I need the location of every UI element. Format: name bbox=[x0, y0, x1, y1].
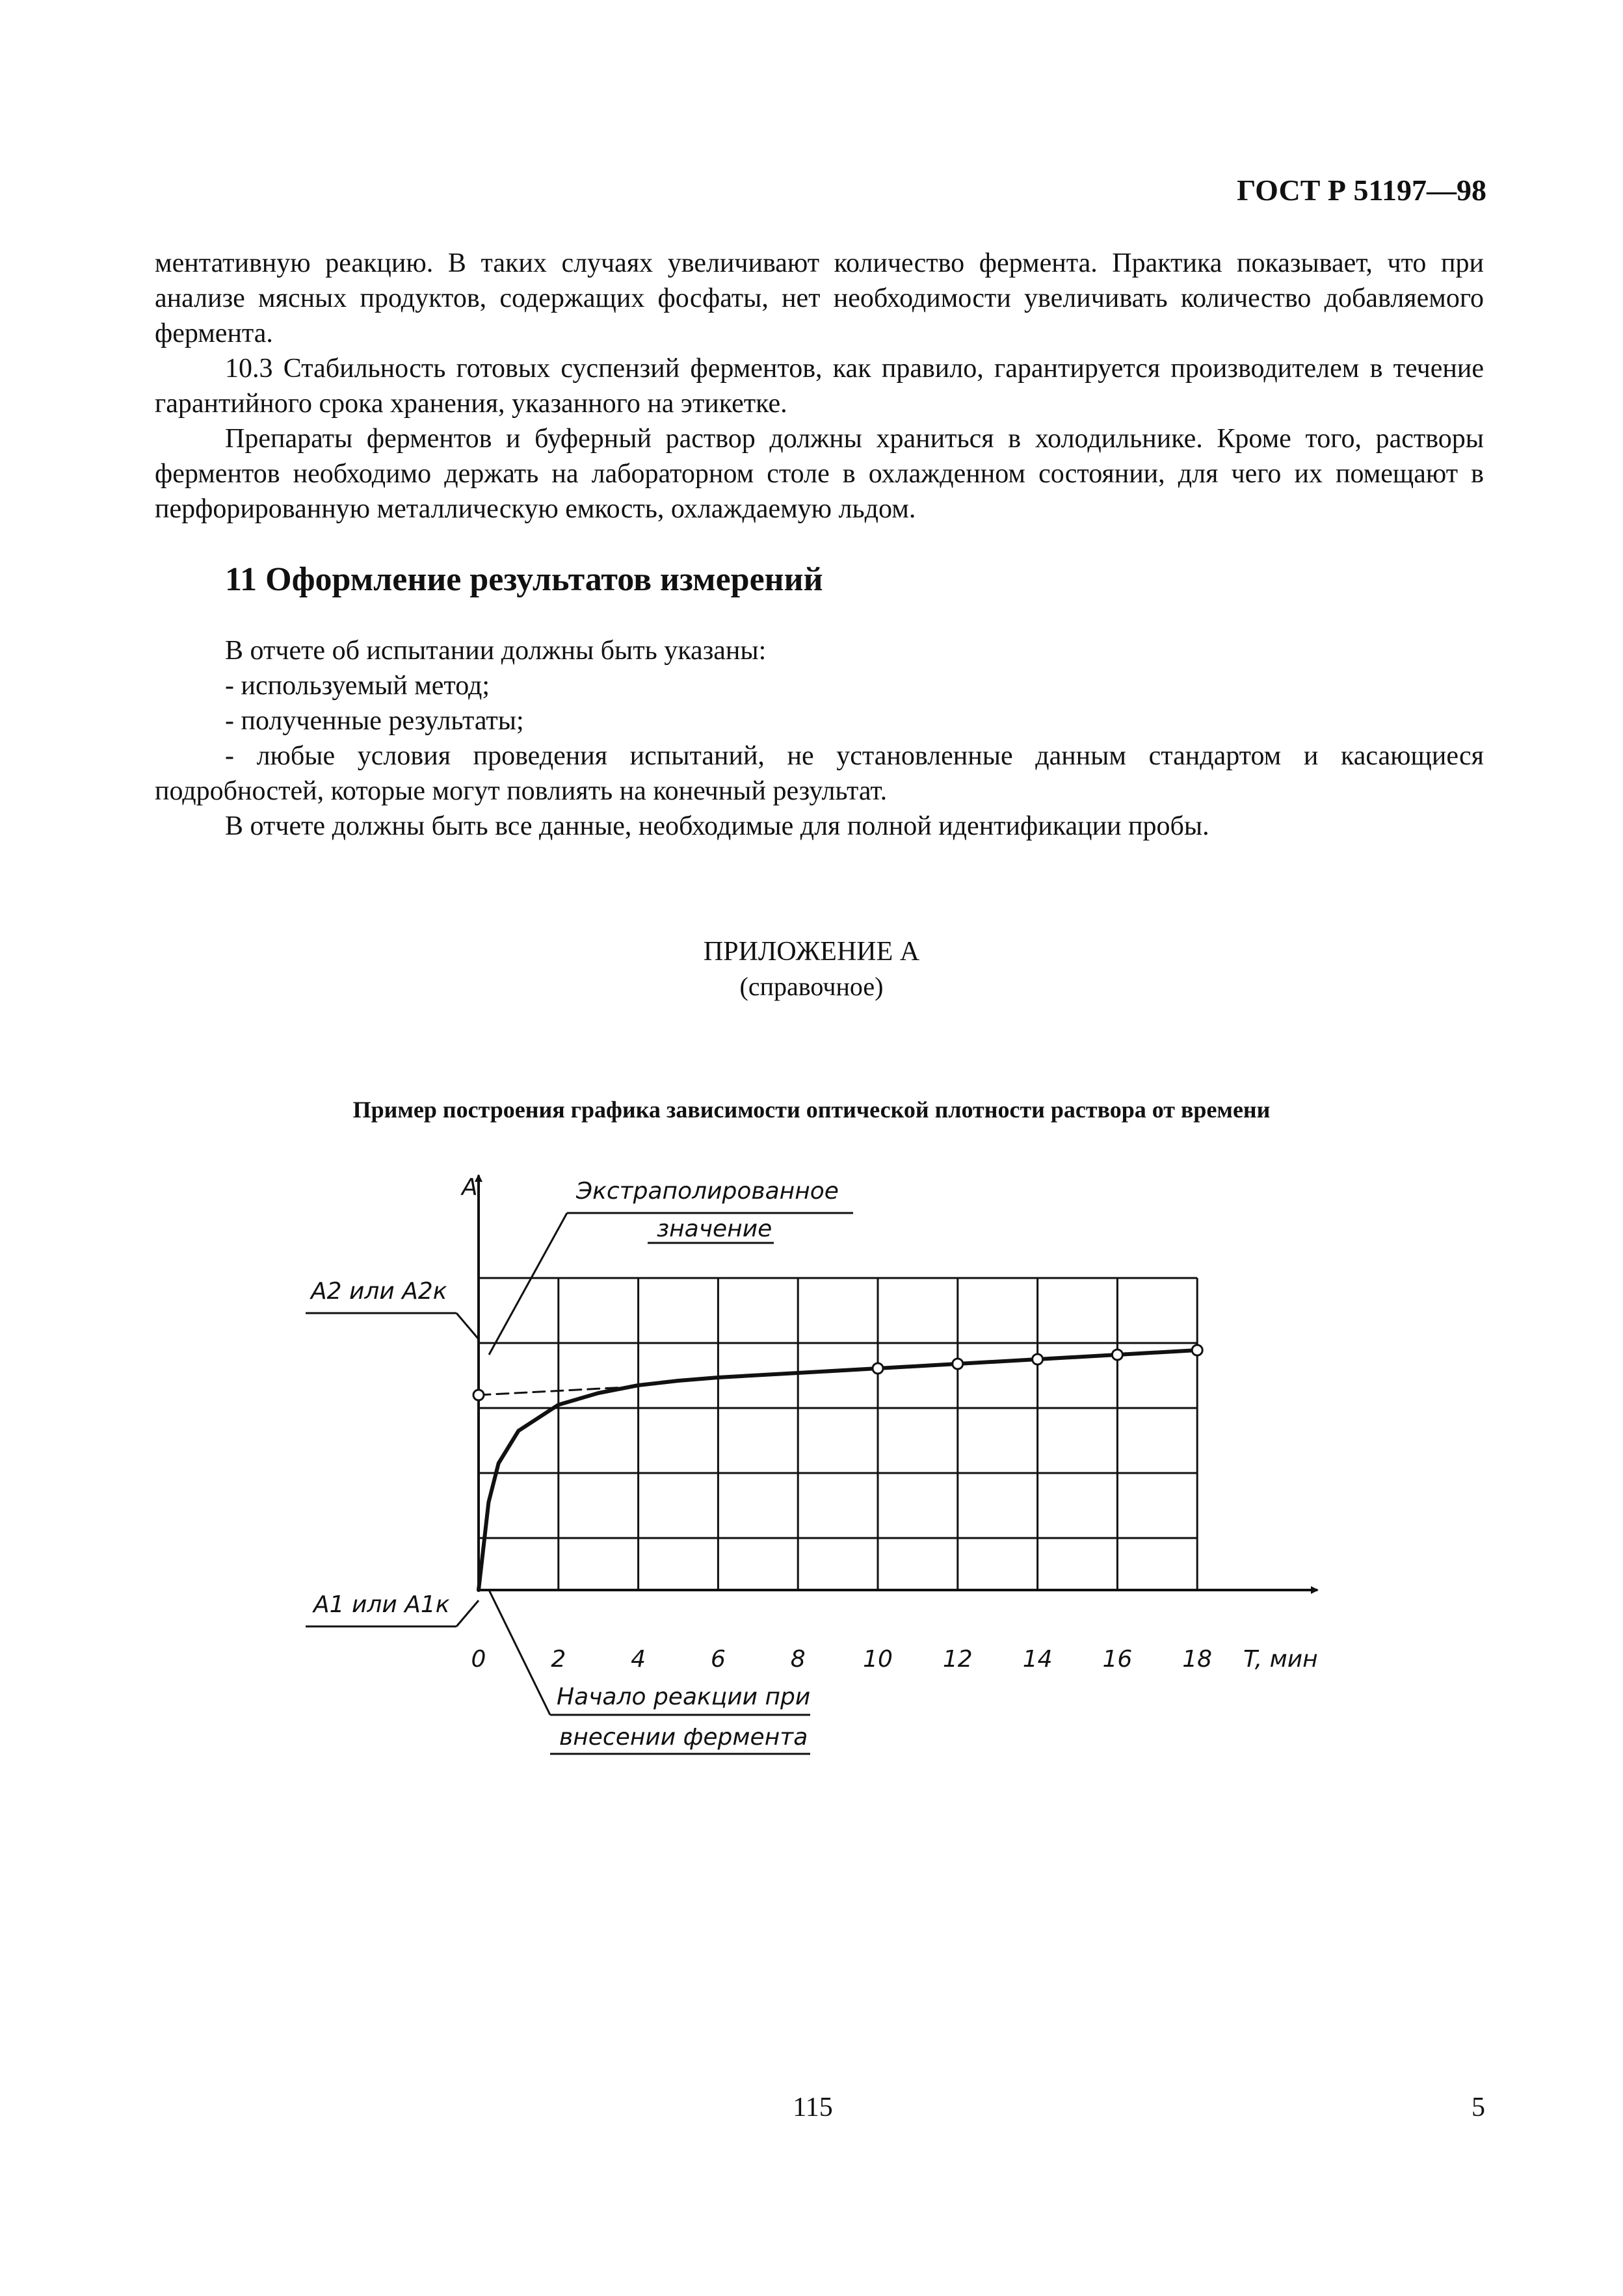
annotation-extrapolated-line1: Экстраполированное bbox=[576, 1178, 839, 1205]
appendix-note: (справочное) bbox=[739, 972, 884, 1001]
report-line: - любые условия проведения испытаний, не установленные данным стандартом и касающиеся подробностей, которые могут повлиять на конечный результат. bbox=[155, 741, 1484, 806]
chart-grid bbox=[479, 1278, 1197, 1590]
annotation-start-line2: внесении фермента bbox=[559, 1724, 808, 1751]
paragraph: ментативную реакцию. В таких случаях увеличивают количество фермента. Практика показывает, что при анализе мясных продуктов, содержащих фосфаты, нет необходимости увеличивать количество добавляемого фермента. bbox=[155, 248, 1484, 348]
data-point bbox=[873, 1363, 883, 1374]
data-point bbox=[953, 1359, 963, 1369]
page-number-center: 115 bbox=[793, 2093, 833, 2122]
annotation-start-pointer bbox=[489, 1590, 550, 1715]
x-tick-label: 14 bbox=[1022, 1646, 1053, 1673]
level-label-extrapolated: A2 или A2к bbox=[311, 1278, 447, 1305]
page-number-right: 5 bbox=[1471, 2093, 1485, 2122]
annotation-extrapolated-line2: значение bbox=[657, 1216, 772, 1242]
level-pointer-extrapolated bbox=[456, 1313, 479, 1339]
report-line: В отчете должны быть все данные, необходимые для полной идентификации пробы. bbox=[225, 811, 1209, 841]
data-point bbox=[1033, 1354, 1043, 1364]
paragraph: 10.3 Стабильность готовых суспензий ферментов, как правило, гарантируется производителем в течение гарантийного срока хранения, указанного на этикетке. bbox=[155, 354, 1484, 419]
data-point bbox=[1192, 1345, 1202, 1355]
chart-series bbox=[479, 1350, 1197, 1590]
section-title: 11 Оформление результатов измерений bbox=[225, 561, 823, 598]
appendix-label: ПРИЛОЖЕНИЕ А bbox=[703, 937, 920, 967]
data-point bbox=[473, 1390, 484, 1400]
level-pointer-start bbox=[456, 1600, 479, 1626]
chart-tick-labels bbox=[471, 1646, 1213, 1673]
annotation-extrapolated-pointer bbox=[489, 1213, 567, 1355]
absorbance-curve bbox=[479, 1350, 1197, 1590]
x-tick-label: 2 bbox=[551, 1646, 566, 1673]
report-line: - полученные результаты; bbox=[225, 706, 524, 736]
figure-title: Пример построения графика зависимости оптической плотности раствора от времени bbox=[352, 1097, 1271, 1123]
x-tick-label: 0 bbox=[471, 1646, 486, 1673]
x-tick-label: 6 bbox=[710, 1646, 726, 1673]
report-line: В отчете об испытании должны быть указаны: bbox=[225, 636, 767, 666]
x-tick-label: 8 bbox=[790, 1646, 806, 1673]
annotation-start-line1: Начало реакции при bbox=[557, 1684, 811, 1710]
document-code: ГОСТ Р 51197—98 bbox=[1237, 174, 1486, 207]
data-point bbox=[1112, 1350, 1122, 1360]
x-tick-label: 10 bbox=[863, 1646, 893, 1673]
x-tick-label: 18 bbox=[1182, 1646, 1213, 1673]
y-axis-label: A bbox=[462, 1174, 478, 1201]
report-line: - используемый метод; bbox=[225, 671, 490, 701]
x-tick-label: 16 bbox=[1102, 1646, 1133, 1673]
x-tick-label: 4 bbox=[631, 1646, 646, 1673]
paragraph: Препараты ферментов и буферный раствор должны храниться в холодильнике. Кроме того, растворы ферментов необходимо держать на лабораторном столе в охлажденном состоянии, для чего их помещают в перфорированную металлическую емкость, охлаждаемую льдом. bbox=[155, 424, 1484, 524]
level-label-start: A1 или A1к bbox=[313, 1591, 450, 1618]
x-tick-label: 12 bbox=[942, 1646, 973, 1673]
chart-axes bbox=[479, 1175, 1317, 1590]
x-axis-label: T, мин bbox=[1243, 1646, 1318, 1673]
